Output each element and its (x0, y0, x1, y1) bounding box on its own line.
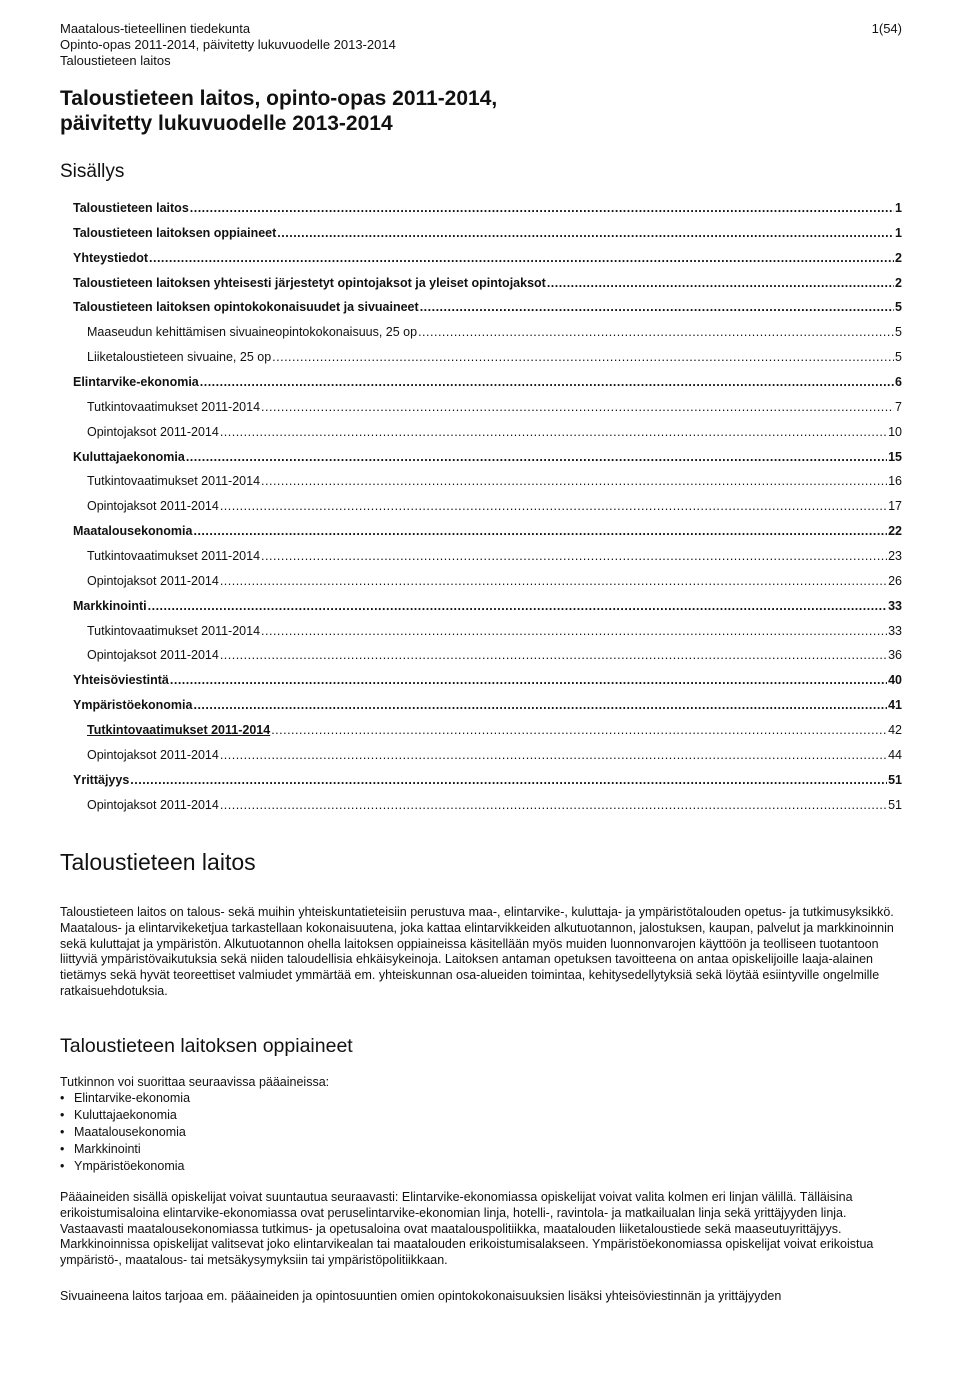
document-title-line1: Taloustieteen laitos, opinto-opas 2011-2014, (60, 87, 498, 110)
bullet-icon: • (60, 1159, 65, 1173)
minors-paragraph: Sivuaineena laitos tarjoaa em. pääaineiden ja opintosuuntien omien opintokokonaisuuksien lisäksi yhteisöviestinnän ja yrittäjyyden (60, 1289, 782, 1303)
majors-intro: Tutkinnon voi suorittaa seuraavissa pääaineissa: (60, 1075, 330, 1089)
toc-entry[interactable]: Yhteystiedot ..... 2 (60, 250, 902, 275)
toc-entry[interactable]: Taloustieteen laitoksen opintokokonaisuudet ja sivuaineet ..... 5 (60, 299, 902, 324)
table-of-contents (60, 200, 902, 821)
list-item: • Ympäristöekonomia (60, 1159, 185, 1173)
toc-entry[interactable]: Markkinointi ..... 33 (60, 598, 902, 623)
bullet-icon: • (60, 1142, 65, 1156)
toc-entry[interactable]: Taloustieteen laitoksen yhteisesti järjestetyt opintojaksot ja yleiset opintojaksot ..... 2 (60, 275, 902, 300)
toc-entry[interactable]: Opintojaksot 2011-2014 ..... 17 (60, 498, 902, 523)
toc-entry[interactable]: Taloustieteen laitoksen oppiaineet ..... 1 (60, 225, 902, 250)
toc-entry[interactable]: Opintojaksot 2011-2014 ..... 36 (60, 647, 902, 672)
header-department: Taloustieteen laitos (60, 53, 171, 68)
toc-entry[interactable]: Tutkintovaatimukset 2011-2014 ..... 16 (60, 473, 902, 498)
toc-entry[interactable]: Tutkintovaatimukset 2011-2014 ..... 7 (60, 399, 902, 424)
list-item: • Markkinointi (60, 1142, 141, 1156)
toc-entry[interactable]: Opintojaksot 2011-2014 ..... 10 (60, 424, 902, 449)
bullet-icon: • (60, 1091, 65, 1105)
toc-entry[interactable]: Ympäristöekonomia ..... 41 (60, 697, 902, 722)
document-title-line2: päivitetty lukuvuodelle 2013-2014 (60, 112, 393, 135)
toc-entry[interactable]: Yrittäjyys ..... 51 (60, 772, 902, 797)
section-heading-department: Taloustieteen laitos (60, 849, 256, 875)
toc-entry[interactable]: Opintojaksot 2011-2014 ..... 51 (60, 797, 902, 822)
toc-heading: Sisällys (60, 161, 125, 182)
toc-entry[interactable]: Yhteisöviestintä ..... 40 (60, 672, 902, 697)
list-item: • Maatalousekonomia (60, 1125, 186, 1139)
header-faculty: Maatalous-tieteellinen tiedekunta (60, 21, 251, 36)
toc-entry[interactable]: Maatalousekonomia ..... 22 (60, 523, 902, 548)
toc-entry[interactable]: Liiketaloustieteen sivuaine, 25 op ..... 5 (60, 349, 902, 374)
department-description: Taloustieteen laitos on talous- sekä muihin yhteiskuntatieteisiin perustuva maa-, elintarvike-, kuluttaja- ja ympäristötalouden opetus- ja tutkimusyksikkö. Maatalous- ja elintarvikeketjua tarkastellaan kokonaisuutena, joka kattaa elintarvikkeiden alkutuotannon, jalostuksen, kaupan, palvelut ja markkinoinnin sekä kuluttajat ja ympäristön. Alkutuotannon ohella laitoksen oppiaineissa käsitellään myös muiden luonnonvarojen käyttöön ja teolliseen tuotantoon liittyviä ympäristövaikutuksia sekä niiden taloudellisia ehkäisykeinoja. Laitoksen antaman opetuksen tavoitteena on antaa opiskelijoille laaja-alainen tietämys sekä hyvät teoreettiset valmiudet ymmärtää em. yhteiskunnan osa-alueiden toimintaa, kehitysedellytyksiä sekä löytää esiintyville ongelmille ratkaisuehdotuksia. (60, 905, 894, 998)
majors-list (60, 1090, 190, 1175)
toc-entry[interactable]: Elintarvike-ekonomia ..... 6 (60, 374, 902, 399)
page-number: 1(54) (871, 21, 902, 36)
list-item: • Elintarvike-ekonomia (60, 1091, 191, 1105)
section-heading-majors: Taloustieteen laitoksen oppiaineet (60, 1035, 353, 1057)
header-guide: Opinto-opas 2011-2014, päivitetty lukuvuodelle 2013-2014 (60, 37, 396, 52)
toc-entry[interactable]: Maaseudun kehittämisen sivuaineopintokokonaisuus, 25 op ..... 5 (60, 324, 902, 349)
toc-entry[interactable]: Kuluttajaekonomia ..... 15 (60, 449, 902, 474)
bullet-icon: • (60, 1108, 65, 1122)
toc-entry[interactable]: Opintojaksot 2011-2014 ..... 26 (60, 573, 902, 598)
toc-entry[interactable]: Opintojaksot 2011-2014 ..... 44 (60, 747, 902, 772)
page-header (60, 21, 902, 69)
document-title (60, 86, 497, 136)
toc-entry[interactable]: Taloustieteen laitos ..... 1 (60, 200, 902, 225)
toc-entry[interactable]: Tutkintovaatimukset 2011-2014 ..... 23 (60, 548, 902, 573)
specialization-paragraph: Pääaineiden sisällä opiskelijat voivat suuntautua seuraavasti: Elintarvike-ekonomiassa opiskelijat voivat valita kolmen eri linjan välillä. Tälläisina erikoistumisaloina elintarvike-ekonomiassa ovat peruselintarvike-ekonomian linja, hotelli-, ravintola- ja matkailualan linja sekä yrittäjyyden linja. Vastaavasti maatalousekonomiassa tutkimus- ja opetusaloina ovat maatalouspolitiikka, maatalouden liiketaloustiede sekä maaseutuyrittäjyys. Markkinoinnissa opiskelijat valitsevat joko elintarvikealan tai maatalouden erikoistumisalakseen. Ympäristöekonomiassa opiskelijat voivat erikoistua ympäristö-, maatalous- tai metsäkysymyksiin tai ympäristöpolitiikkaan. (60, 1190, 874, 1268)
document-page (60, 0, 902, 1393)
toc-entry[interactable]: Tutkintovaatimukset 2011-2014 ..... 42 (60, 722, 902, 747)
toc-entry[interactable]: Tutkintovaatimukset 2011-2014 ..... 33 (60, 623, 902, 648)
list-item: • Kuluttajaekonomia (60, 1108, 177, 1122)
bullet-icon: • (60, 1125, 65, 1139)
